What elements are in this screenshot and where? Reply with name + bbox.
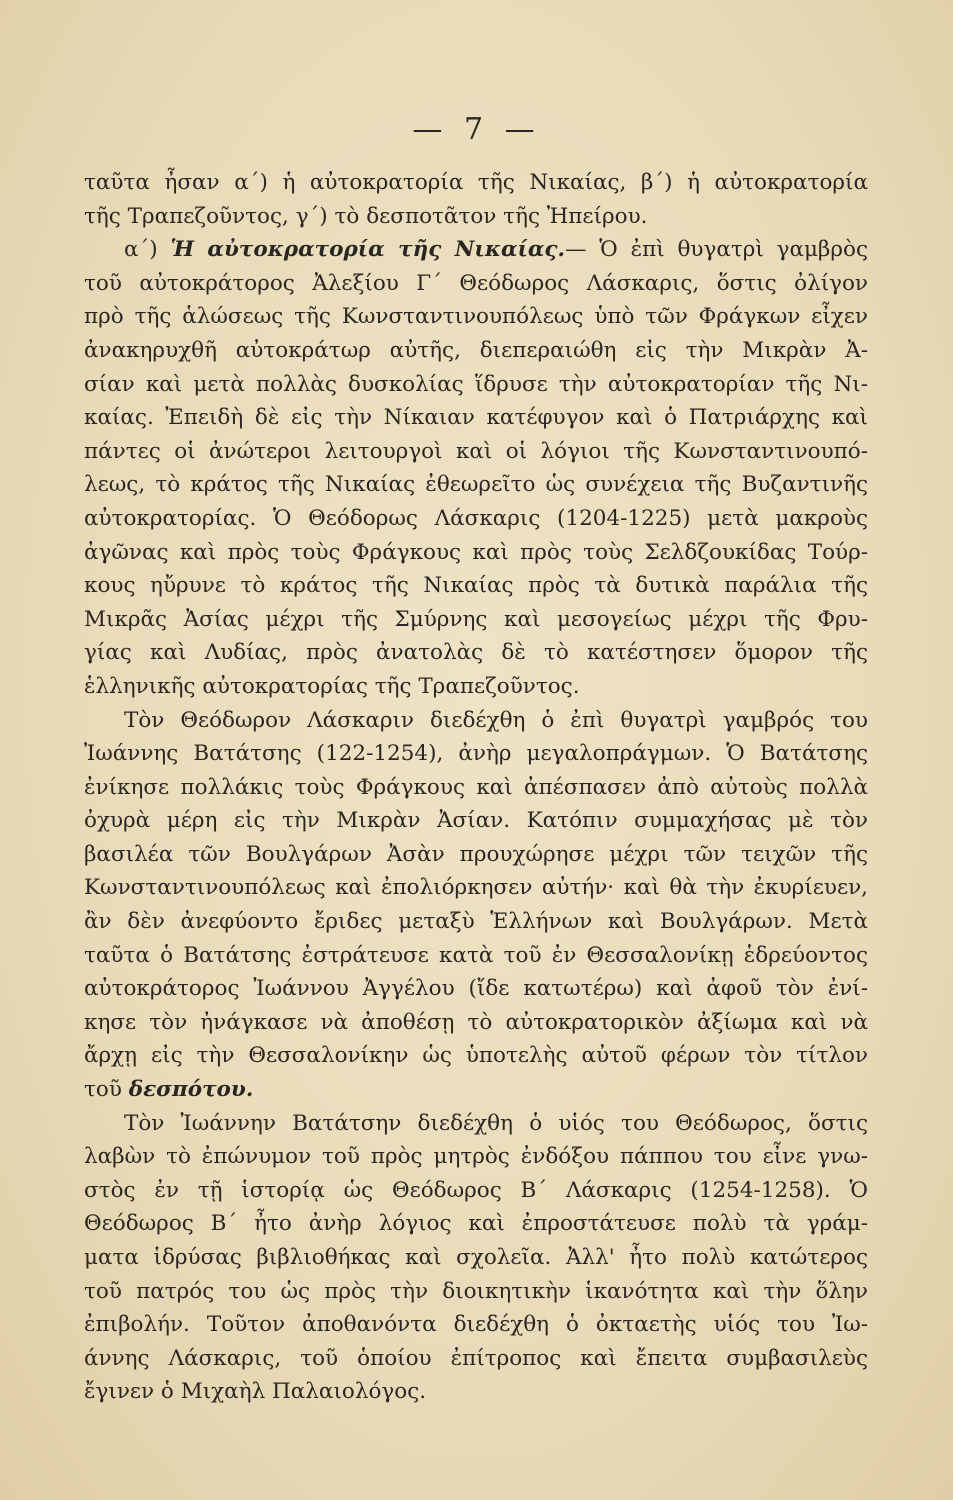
page-number: — 7 —: [412, 112, 541, 147]
text-line: σίαν καὶ μετὰ πολλὰς δυσκολίας ἵδρυσε τὴν αὐτοκρατορίαν τῆς Νι-: [84, 371, 868, 397]
text-line: ματα ἱδρύσας βιβλιοθήκας καὶ σχολεῖα. Ἀλλ' ἦτο πολὺ κατώτερος: [84, 1245, 868, 1270]
text-line: κησε τὸν ἠνάγκασε νὰ ἀποθέσῃ τὸ αὐτοκρατορικὸν ἀξίωμα καὶ νὰ: [84, 1009, 868, 1035]
text-segment: — Ὁ ἐπὶ θυγατρὶ γαμβρὸς: [565, 237, 868, 263]
section-label: α΄): [124, 237, 171, 263]
text-line: γίας καὶ Λυδίας, πρὸς ἀνατολὰς δὲ τὸ κατέστησεν ὅμορον τῆς: [84, 640, 868, 666]
text-line: τοῦ πατρός του ὡς πρὸς τὴν διοικητικὴν ἱκανότητα καὶ τὴν ὅλην: [84, 1278, 868, 1304]
text-line: καίας. Ἐπειδὴ δὲ εἰς τὴν Νίκαιαν κατέφυγον καὶ ὁ Πατριάρχης καὶ: [84, 405, 868, 431]
text-line: Ἰωάννης Βατάτσης (122-1254), ἀνὴρ μεγαλοπράγμων. Ὁ Βατάτσης: [84, 741, 868, 767]
emphasized-term: δεσπότου.: [128, 1077, 254, 1103]
section-end-line: [84, 1073, 868, 1107]
text-line: τοῦ αὐτοκράτορος Ἀλεξίου Γ΄ Θεόδωρος Λάσκαρις, ὅστις ὀλίγον: [84, 270, 868, 296]
text-line: στὸς ἐν τῇ ἱστορίᾳ ὡς Θεόδωρος Β΄ Λάσκαρις (1254-1258). Ὁ: [84, 1177, 868, 1203]
text-line: Μικρᾶς Ἀσίας μέχρι τῆς Σμύρνης καὶ μεσογείως μέχρι τῆς Φρυ-: [84, 606, 868, 632]
body-text: [84, 166, 868, 1409]
text-line: αὐτοκράτορος Ἰωάννου Ἀγγέλου (ἴδε κατωτέρω) καὶ ἀφοῦ τὸν ἐνί-: [84, 976, 868, 1002]
text-line: Θεόδωρος Β΄ ἦτο ἀνὴρ λόγιος καὶ ἐπροστάτευσε πολὺ τὰ γράμ-: [84, 1211, 868, 1237]
text-line: ἐπιβολήν. Τοῦτον ἀποθανόντα διεδέχθη ὁ ὀκταετὴς υἱός του Ἰω-: [84, 1312, 868, 1338]
text-line: Τὸν Θεόδωρον Λάσκαριν διεδέχθη ὁ ἐπὶ θυγατρὶ γαμβρός του: [124, 707, 868, 733]
text-line: πρὸ τῆς ἁλώσεως τῆς Κωνσταντινουπόλεως ὑπὸ τῶν Φράγκων εἶχεν: [84, 304, 868, 330]
text-line: ὀχυρὰ μέρη εἰς τὴν Μικρὰν Ἀσίαν. Κατόπιν συμμαχήσας μὲ τὸν: [84, 808, 868, 834]
text-line: Τὸν Ἰωάννην Βατάτσην διεδέχθη ὁ υἱός του Θεόδωρος, ὅστις: [124, 1110, 868, 1136]
text-line: βασιλέα τῶν Βουλγάρων Ἀσὰν προυχώρησε μέχρι τῶν τειχῶν τῆς: [84, 841, 868, 867]
text-line: πάντες οἱ ἀνώτεροι λειτουργοὶ καὶ οἱ λόγιοι τῆς Κωνσταντινουπό-: [84, 438, 868, 464]
text-line: ταῦτα ὁ Βατάτσης ἐστράτευσε κατὰ τοῦ ἐν Θεσσαλονίκῃ ἑδρεύοντος: [84, 942, 868, 968]
text-line: λεως, τὸ κράτος τῆς Νικαίας ἐθεωρεῖτο ὡς συνέχεια τῆς Βυζαντινῆς: [84, 472, 868, 498]
text-line: ἀγῶνας καὶ πρὸς τοὺς Φράγκους καὶ πρὸς τοὺς Σελδζουκίδας Τούρ-: [84, 539, 868, 565]
text-line: κους ηὔρυνε τὸ κράτος τῆς Νικαίας πρὸς τὰ δυτικὰ παράλια τῆς: [84, 573, 868, 599]
text-line: ἂν δὲν ἀνεφύοντο ἔριδες μεταξὺ Ἑλλήνων καὶ Βουλγάρων. Μετὰ: [84, 909, 868, 935]
section-heading: Ἡ αὐτοκρατορία τῆς Νικαίας.: [170, 237, 566, 263]
text-line: ἔγινεν ὁ Μιχαὴλ Παλαιολόγος.: [84, 1379, 427, 1405]
text-line: λαβὼν τὸ ἐπώνυμον τοῦ πρὸς μητρὸς ἐνδόξου πάππου του εἶνε γνω-: [84, 1144, 868, 1170]
text-line: ταῦτα ἦσαν α΄) ἡ αὐτοκρατορία τῆς Νικαίας, β΄) ἡ αὐτοκρατορία: [84, 170, 868, 195]
text-segment: τοῦ: [84, 1077, 129, 1103]
text-line: ἄρχῃ εἰς τὴν Θεσσαλονίκην ὡς ὑποτελὴς αὐτοῦ φέρων τὸν τίτλον: [84, 1043, 868, 1069]
text-line: ἐνίκησε πολλάκις τοὺς Φράγκους καὶ ἀπέσπασεν ἀπὸ αὐτοὺς πολλὰ: [84, 774, 868, 800]
text-line: αὐτοκρατορίας. Ὁ Θεόδορως Λάσκαρις (1204-1225) μετὰ μακροὺς: [84, 505, 868, 531]
text-line: τῆς Τραπεζοῦντος, γ΄) τὸ δεσποτᾶτον τῆς Ἠπείρου.: [84, 203, 648, 229]
text-line: άννης Λάσκαρις, τοῦ ὁποίου ἐπίτροπος καὶ ἔπειτα συμβασιλεὺς: [84, 1345, 868, 1371]
text-line: ἀνακηρυχθῆ αὐτοκράτωρ αὐτῆς, διεπεραιώθη εἰς τὴν Μικρὰν Ἀ-: [84, 337, 868, 363]
text-line: Κωνσταντινουπόλεως καὶ ἐπολιόρκησεν αὐτήν· καὶ θὰ τὴν ἐκυρίευεν,: [84, 875, 868, 901]
text-line: ἑλληνικῆς αὐτοκρατορίας τῆς Τραπεζοῦντος.: [84, 673, 580, 699]
section-heading-line: [84, 233, 868, 267]
